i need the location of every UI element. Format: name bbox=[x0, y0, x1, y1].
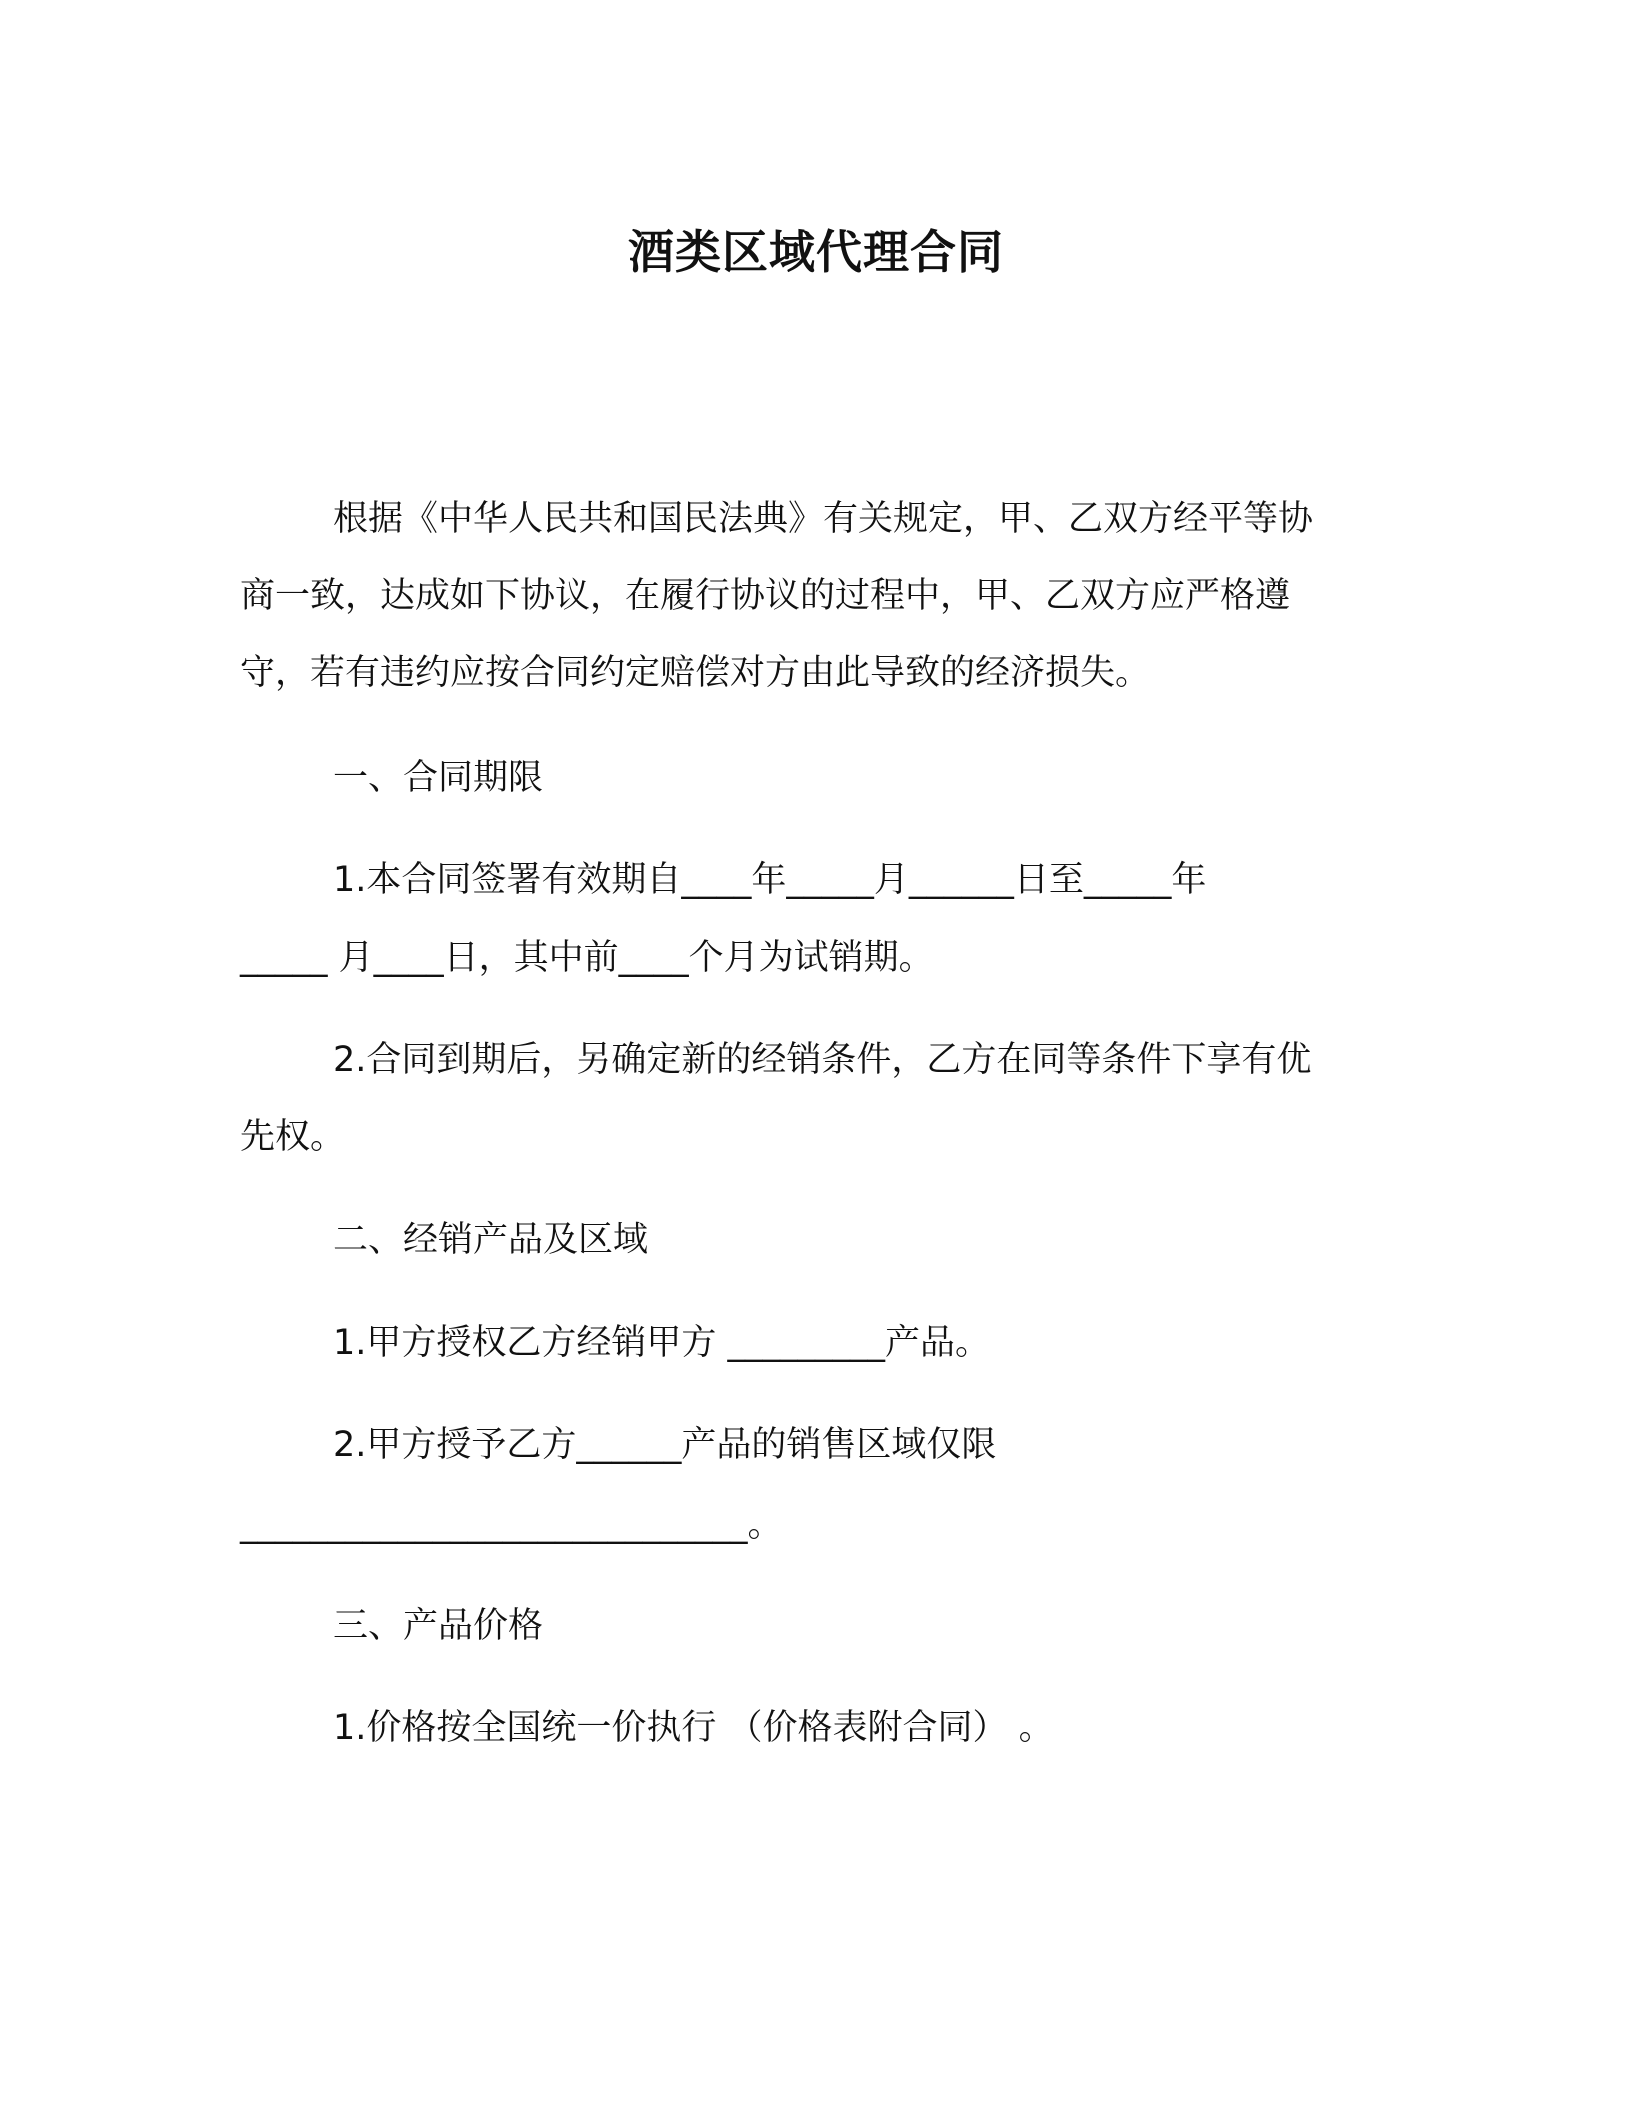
section-heading-term: 一、合同期限 bbox=[333, 758, 544, 798]
clause-2-1: 1.甲方授权乙方经销甲方 _________产品。 bbox=[333, 1323, 991, 1363]
preamble-line-2: 商一致，达成如下协议，在履行协议的过程中，甲、乙双方应严格遵 bbox=[240, 576, 1291, 616]
clause-1-1-line-2: _____ 月____日，其中前____个月为试销期。 bbox=[240, 938, 934, 978]
clause-2-2-line-1: 2.甲方授予乙方______产品的销售区域仅限 bbox=[333, 1425, 997, 1465]
clause-1-2-line-2: 先权。 bbox=[240, 1117, 346, 1157]
clause-2-2-line-2: _____________________________。 bbox=[240, 1505, 783, 1545]
clause-1-2-line-1: 2.合同到期后，另确定新的经销条件，乙方在同等条件下享有优 bbox=[333, 1040, 1312, 1080]
preamble-line-3: 守，若有违约应按合同约定赔偿对方由此导致的经济损失。 bbox=[240, 653, 1151, 693]
section-heading-price: 三、产品价格 bbox=[333, 1606, 544, 1646]
clause-3-1: 1.价格按全国统一价执行 （价格表附合同） 。 bbox=[333, 1708, 1054, 1748]
preamble-line-1: 根据《中华人民共和国民法典》有关规定，甲、乙双方经平等协 bbox=[333, 499, 1314, 539]
contract-title: 酒类区域代理合同 bbox=[628, 225, 1004, 279]
clause-1-1-line-1: 1.本合同签署有效期自____年_____月______日至_____年 bbox=[333, 860, 1207, 900]
section-heading-products: 二、经销产品及区域 bbox=[333, 1220, 649, 1260]
